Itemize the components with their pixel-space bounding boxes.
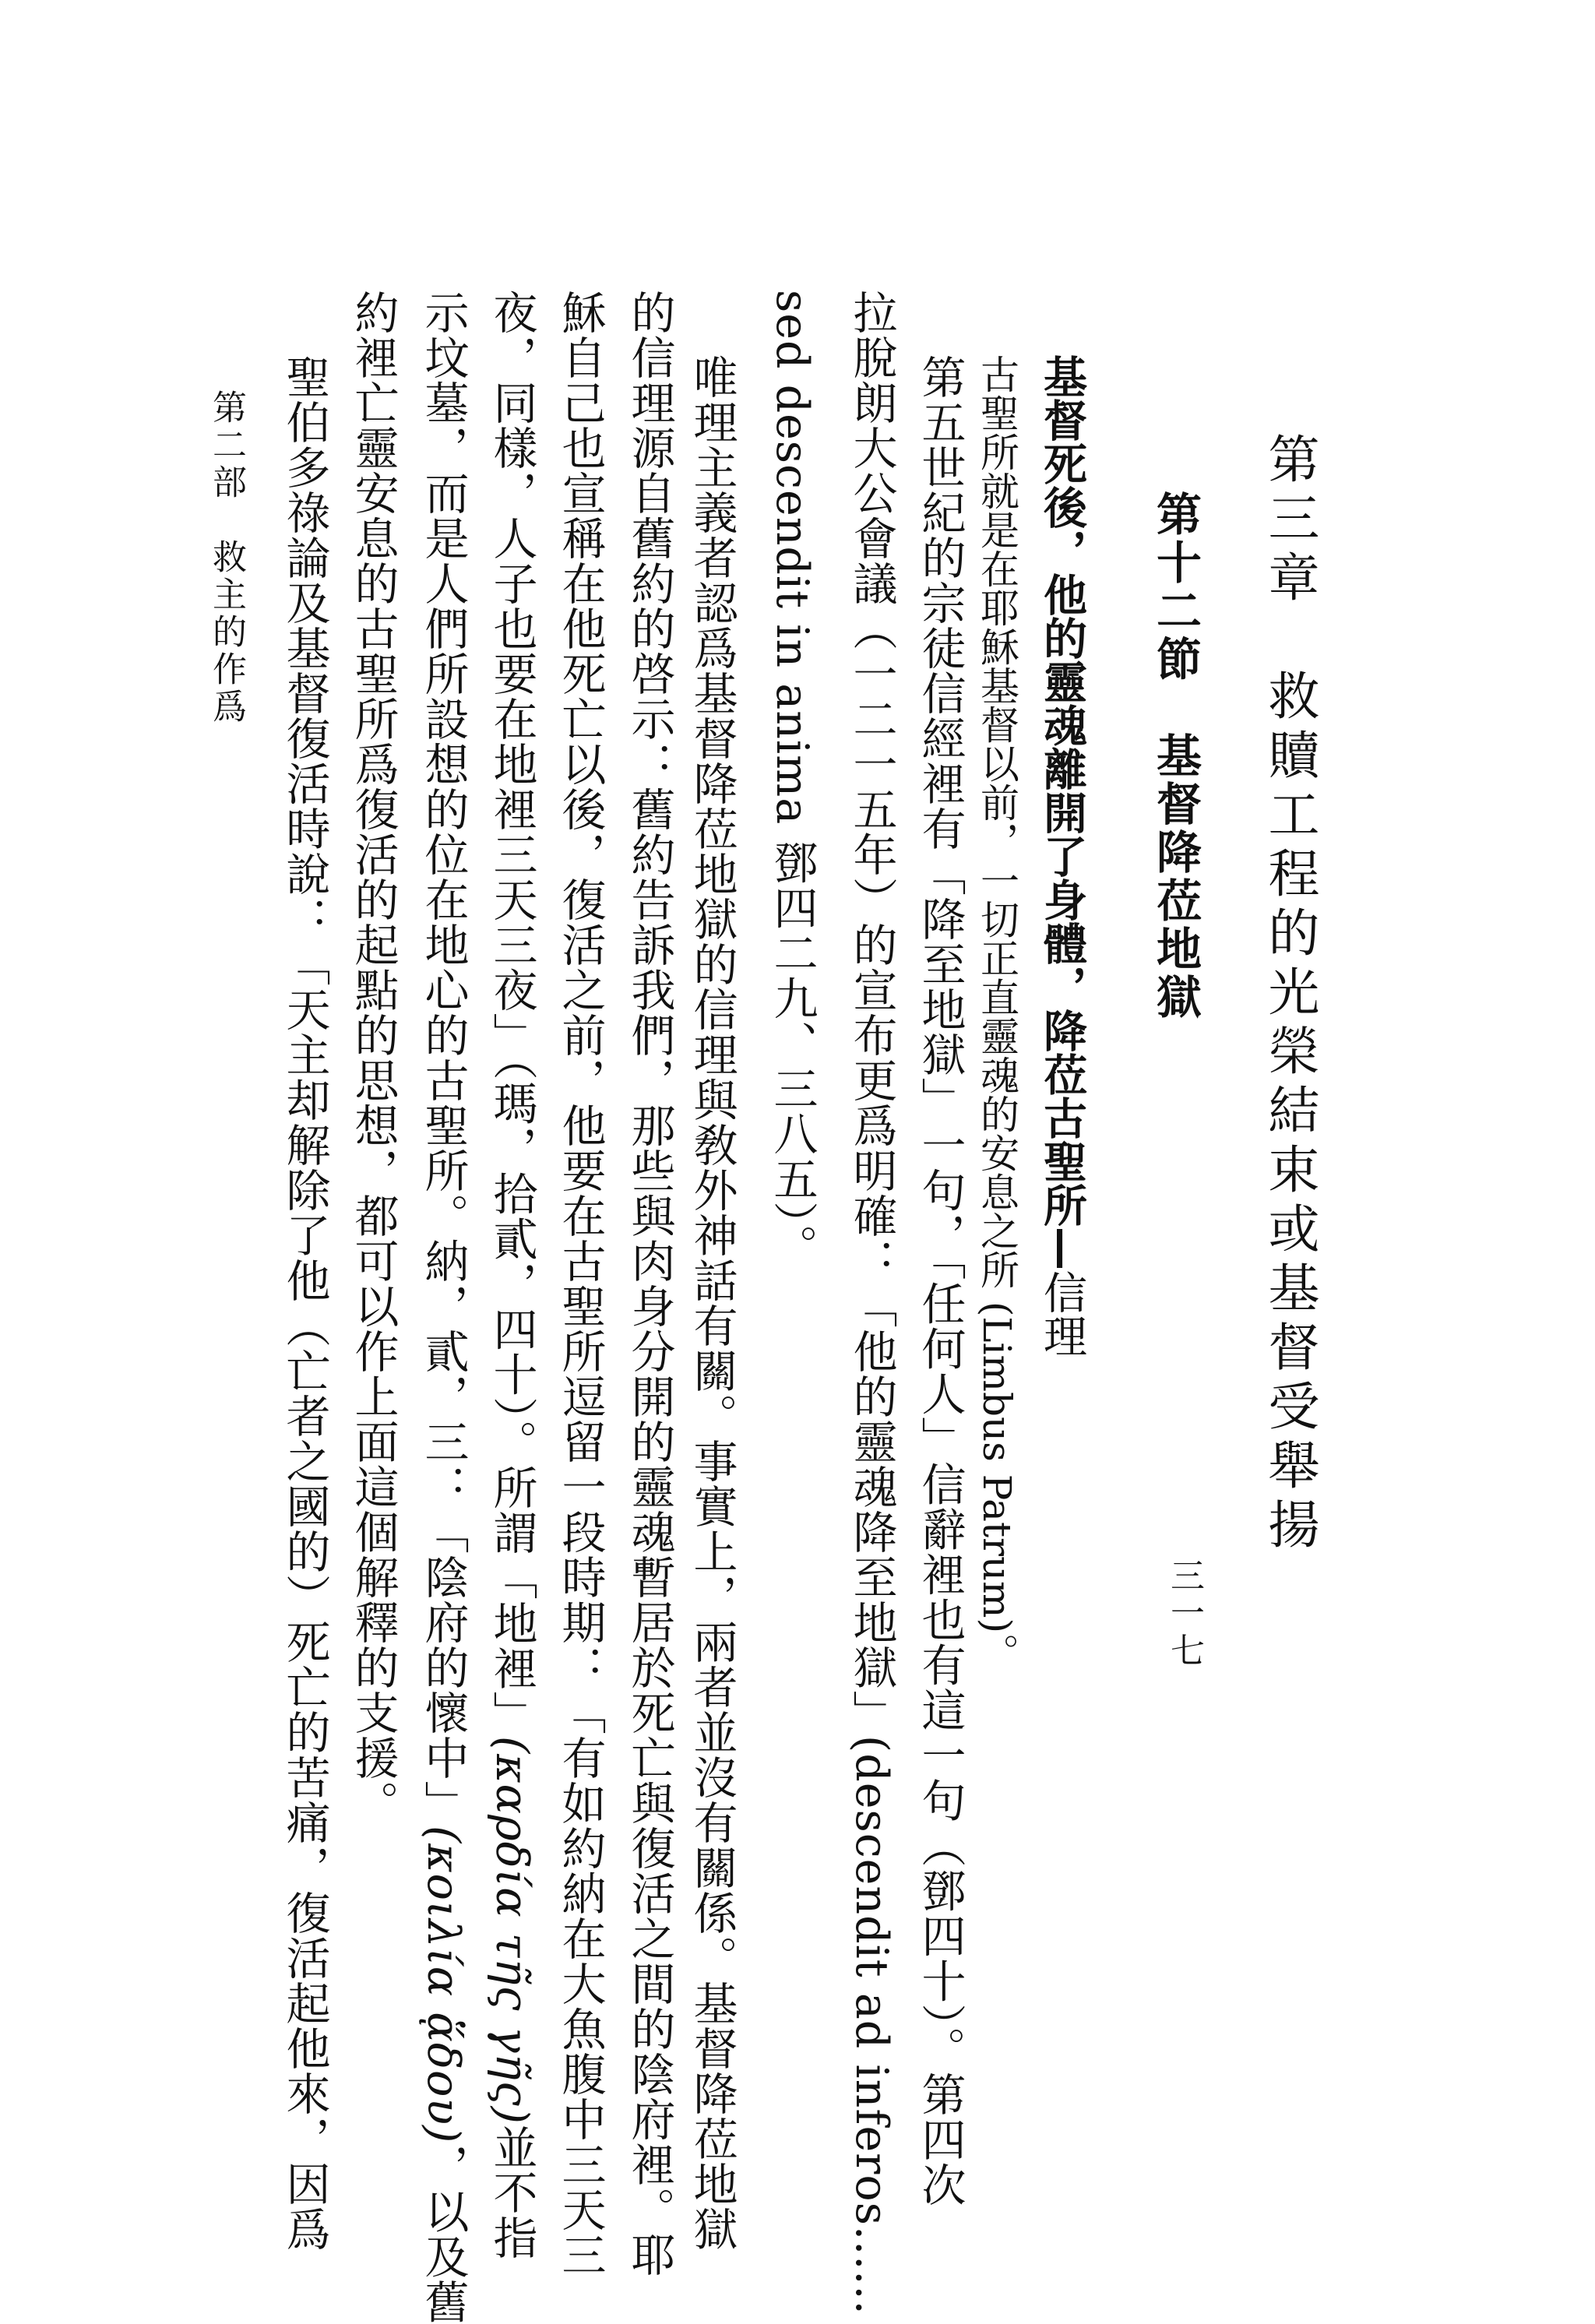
body-line-10: 聖伯多祿論及基督復活時說：「天主却解除了他（亡者之國的）死亡的苦痛，復活起他來，因爲 — [279, 354, 330, 2252]
body-line-5: 的信理源自舊約的啓示：舊約告訴我們，那些與肉身分開的靈魂暫居於死亡與復活之間的陰府裡。耶 — [624, 290, 675, 2277]
greek-phrase-belly-of-hades: (κοιλία ᾅδου) — [417, 1826, 469, 2144]
doctrine-heading — [1037, 354, 1087, 1357]
body-line-7-tail: 並不指 — [486, 2125, 537, 2260]
chapter-title: 第三章 救贖工程的光榮結束或基督受舉揚 — [1259, 432, 1319, 1557]
running-footer: 第二部 救主的作爲 — [206, 389, 246, 726]
body-line-3: sed descendit in anima 鄧四二九、三八五）。 — [766, 290, 818, 1269]
body-line-7-text: 夜，同樣，人子也要在地裡三天三夜」（瑪，拾貳，四十）。所謂「地裡」 — [486, 290, 537, 1736]
limbus-subheading: 古聖所就是在耶穌基督以前，一切正直靈魂的安息之所 (Limbus Patrum)。 — [974, 354, 1019, 1673]
body-line-4: 唯理主義者認爲基督降莅地獄的信理與敎外神話有關。事實上，兩者並沒有關係。基督降莅地獄 — [686, 354, 738, 2252]
page-number: 三一七 — [1164, 1558, 1204, 1670]
body-line-6: 穌自己也宣稱在他死亡以後，復活之前，他要在古聖所逗留一段時期：「有如約納在大魚腹中三天三 — [555, 290, 606, 2277]
greek-phrase-heart-of-earth: (καρδία τῆς γῆς) — [486, 1736, 537, 2125]
body-line-8 — [417, 290, 469, 2324]
body-line-7 — [486, 290, 537, 2260]
body-line-2: 拉脫朗大公會議（一二一五年）的宣布更爲明確：「他的靈魂降至地獄」(descendit ad inferos...... — [846, 290, 897, 2315]
body-line-1: 第五世紀的宗徒信經裡有「降至地獄」一句，「任何人」信辭裡也有這一句（鄧四十）。第四次 — [914, 354, 966, 2207]
body-line-9: 約裡亡靈安息的古聖所爲復活的起點的思想，都可以作上面這個解釋的支援。 — [347, 290, 399, 1826]
body-line-8-tail: ，以及舊 — [417, 2143, 469, 2324]
doctrine-heading-text: 基督死後，他的靈魂離開了身體，降莅古聖所— — [1037, 354, 1087, 1270]
doctrine-label: 信理 — [1037, 1270, 1087, 1357]
body-line-8-text: 示坟墓，而是人們所設想的位在地心的古聖所。納，貳，三：「陰府的懷中」 — [417, 290, 469, 1826]
section-title: 第十二節 基督降莅地獄 — [1149, 491, 1202, 1022]
